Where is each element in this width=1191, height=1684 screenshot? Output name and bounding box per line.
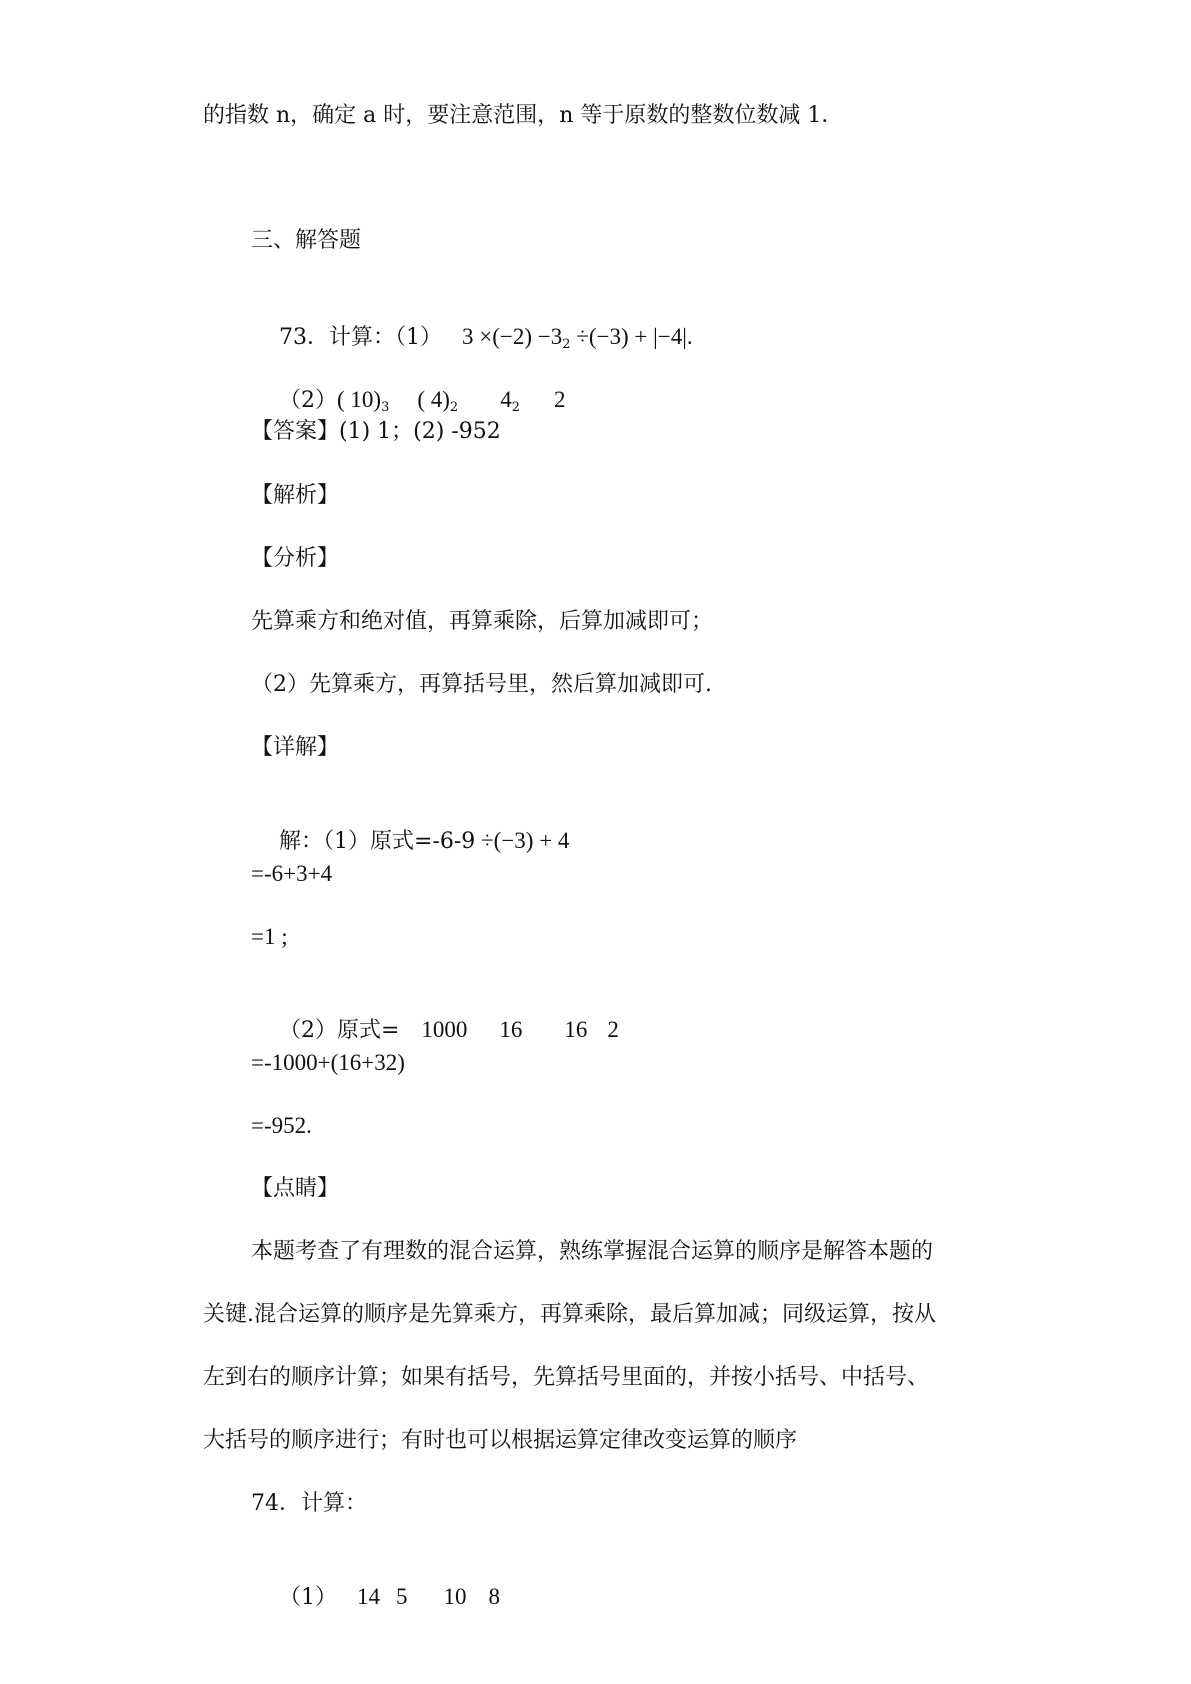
math-term: 2 [553, 387, 566, 412]
math-term: 8 [488, 1584, 500, 1609]
math-term: 2 [607, 1017, 619, 1042]
detail-heading: 【详解】 [251, 735, 340, 760]
paragraph-line: （2）先算乘方，再算括号里，然后算加减即可. [251, 672, 712, 697]
paragraph-line: 大括号的顺序进行；有时也可以根据运算定律改变运算的顺序 [203, 1428, 798, 1453]
paragraph-line: 左到右的顺序计算；如果有括号，先算括号里面的，并按小括号、中括号、 [203, 1365, 930, 1390]
math-expression: 3 ×(−2) −3 [461, 324, 563, 349]
exponent: 3 [381, 400, 390, 415]
comment-heading: 【点睛】 [251, 1176, 340, 1201]
question-74-part1-line [251, 1552, 500, 1643]
part-label: （1） [278, 1585, 337, 1610]
math-term: 4 [500, 387, 512, 412]
solution-text: （2）原式= [278, 1018, 400, 1043]
part-label: （2） [278, 388, 337, 413]
math-term: 16 [564, 1017, 588, 1042]
math-term: 10 [443, 1584, 467, 1609]
math-term: 5 [395, 1584, 408, 1609]
math-term: 14 [356, 1584, 380, 1609]
question-74-line: 74．计算： [251, 1491, 367, 1516]
math-term: 1000 [421, 1017, 468, 1042]
solution-step: =1 ; [251, 924, 288, 949]
solution-step: =-952. [251, 1113, 312, 1138]
analysis-heading: 【解析】 [251, 483, 340, 508]
section-heading: 三、解答题 [251, 228, 362, 253]
solution-text: 解：（1）原式=-6-9 [278, 829, 476, 854]
question-number: 73．计算：（1） [278, 325, 442, 350]
exponent: 2 [449, 400, 459, 415]
answer-line: 【答案】(1) 1；(2) -952 [251, 419, 501, 444]
math-term: ( 4) [417, 387, 450, 412]
paragraph-line: 关键.混合运算的顺序是先算乘方，再算乘除，最后算加减；同级运算，按从 [203, 1302, 936, 1327]
math-expression: ÷(−3) + 4 [475, 828, 570, 853]
breakdown-heading: 【分析】 [251, 546, 340, 571]
math-term: ( 10) [336, 387, 382, 412]
exponent: 2 [562, 337, 571, 352]
paragraph-line: 本题考查了有理数的混合运算，熟练掌握混合运算的顺序是解答本题的 [251, 1239, 934, 1264]
math-term: 16 [499, 1017, 523, 1042]
solution-step: =-1000+(16+32) [251, 1050, 405, 1075]
exponent: 2 [511, 400, 520, 415]
math-expression: ÷(−3) + |−4|. [570, 324, 693, 349]
paragraph-line: 的指数 n，确定 a 时，要注意范围，n 等于原数的整数位数减 1． [203, 103, 844, 128]
paragraph-line: 先算乘方和绝对值，再算乘除，后算加减即可； [251, 609, 714, 634]
solution-step: =-6+3+4 [251, 861, 333, 886]
